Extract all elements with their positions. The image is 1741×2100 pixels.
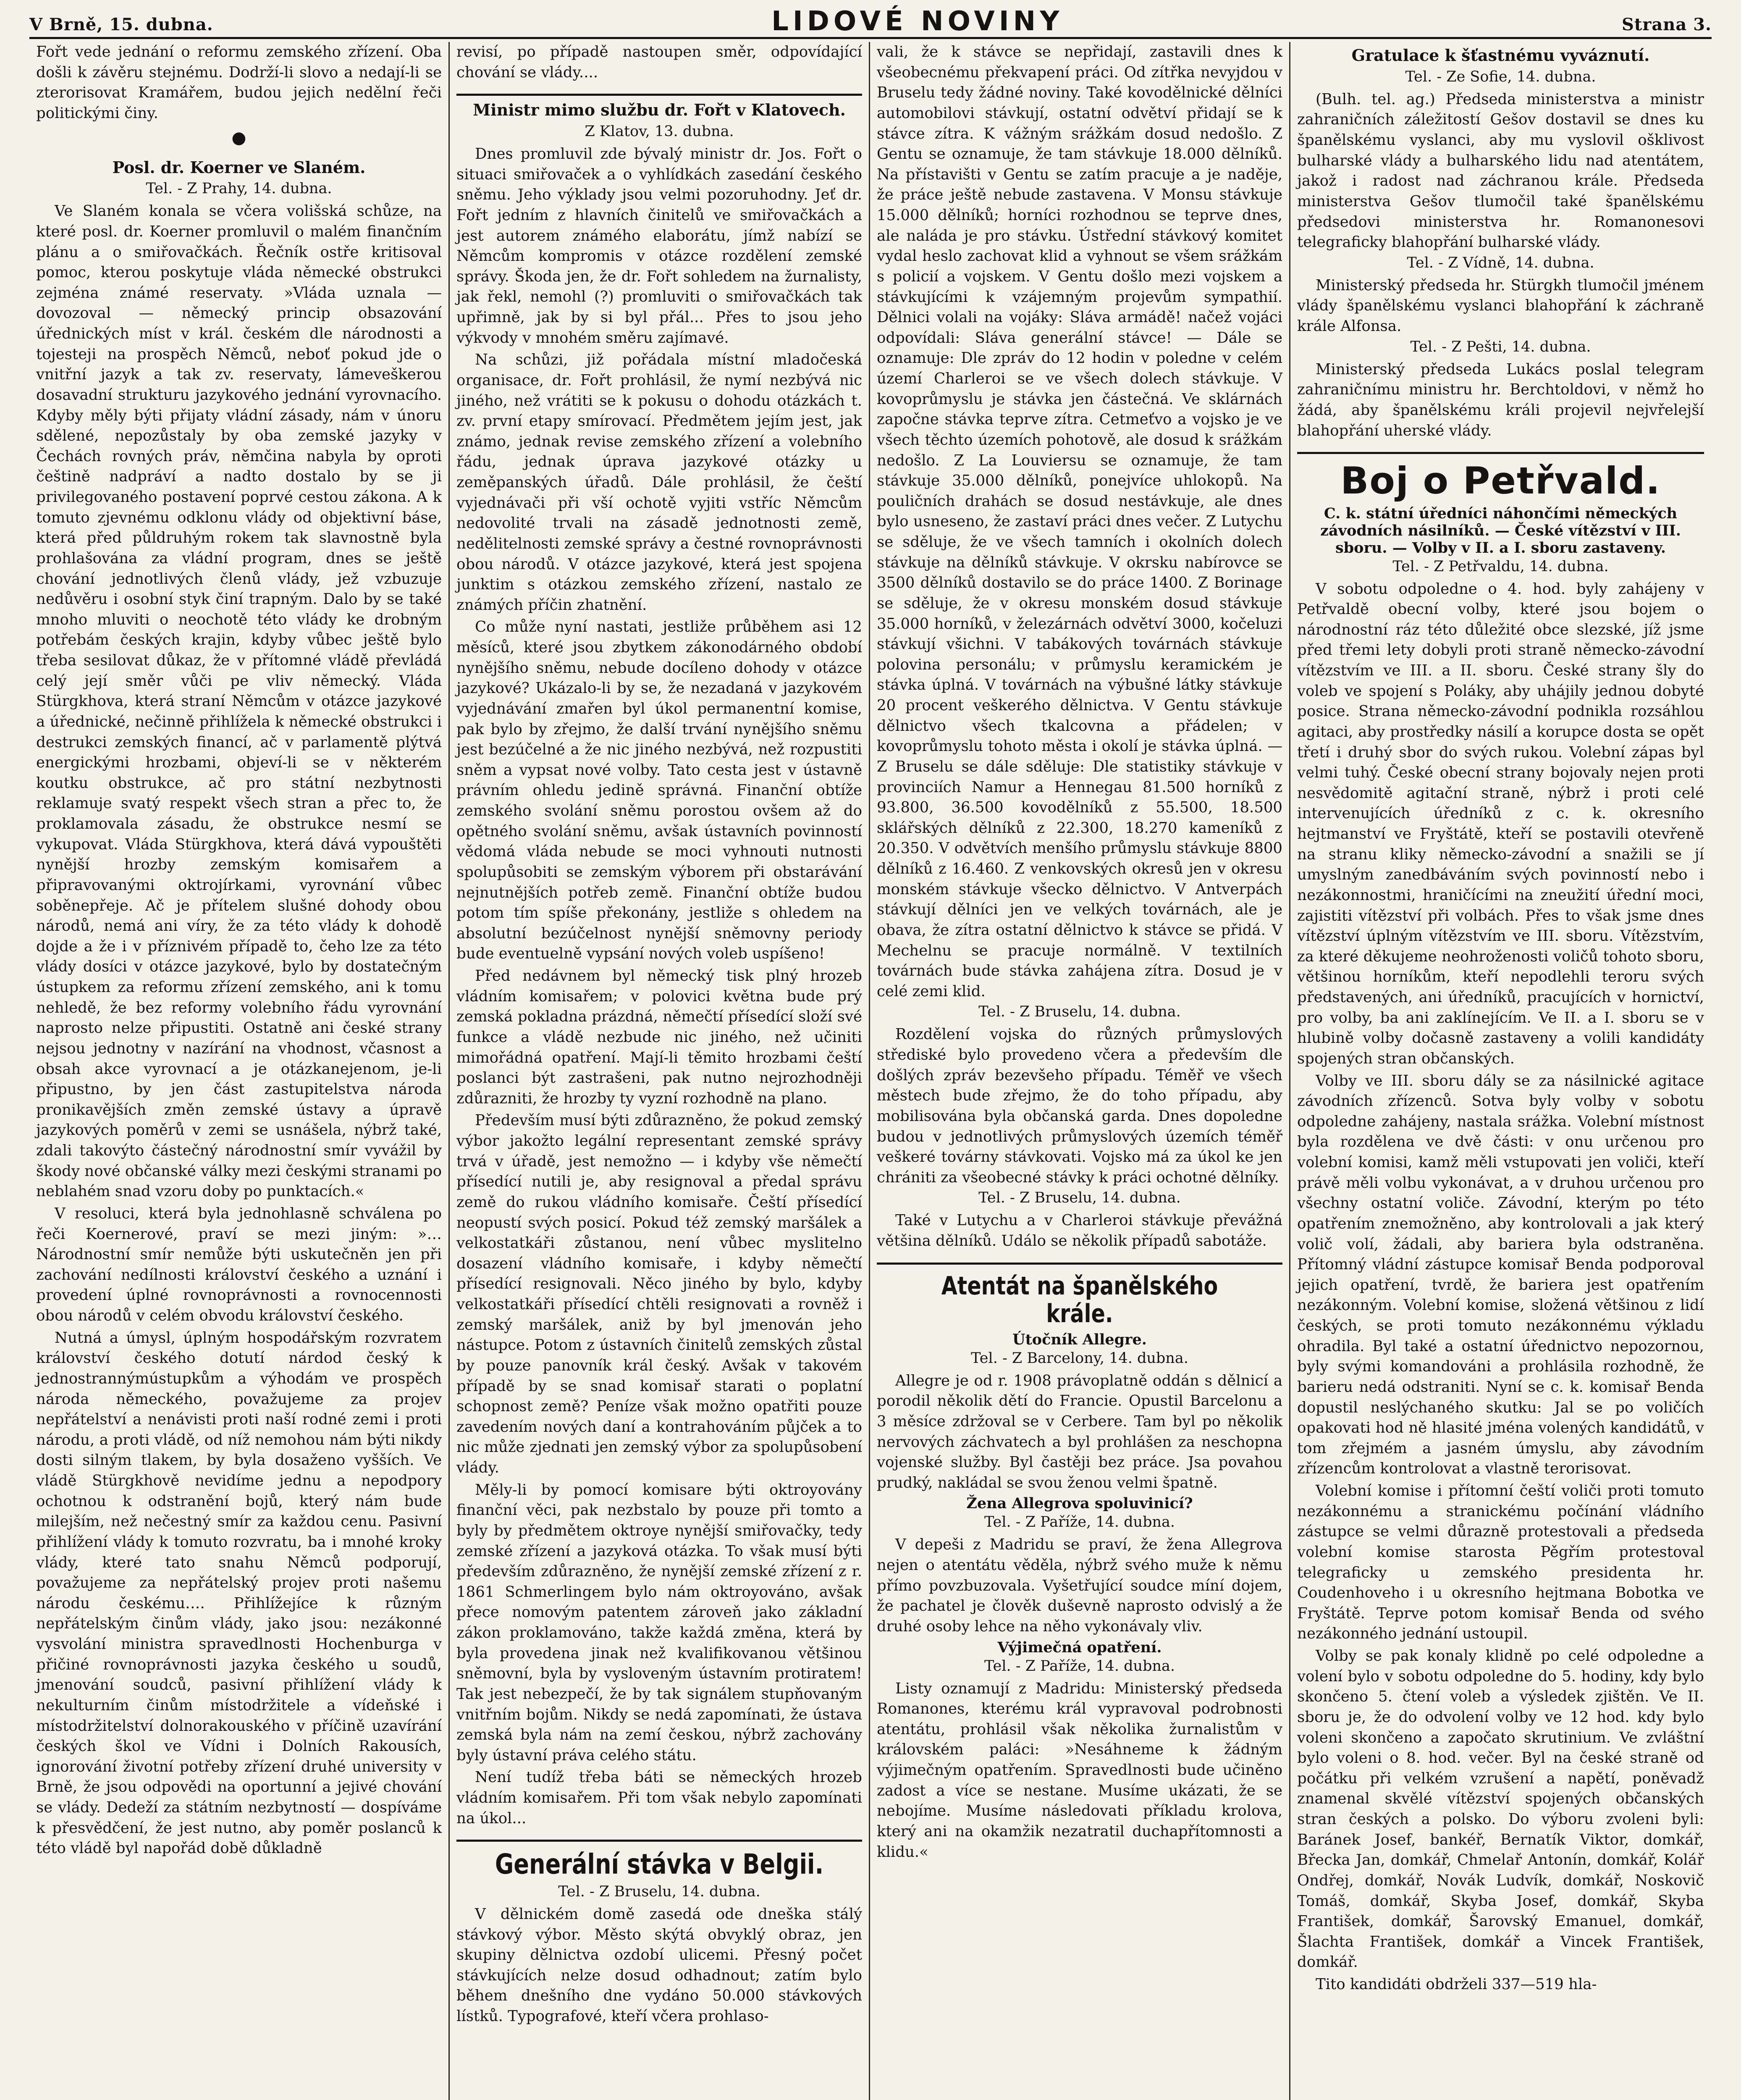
- article-headline: Atentát na španělského krále.: [941, 1271, 1218, 1328]
- article-dateline: Z Klatov, 13. dubna.: [585, 123, 734, 140]
- article-dateline: Tel. - Z Bruselu, 14. dubna.: [978, 1003, 1181, 1021]
- article-text: revisí, po případě nastoupen směr, odpovídající chování se vlády....: [456, 43, 862, 81]
- article-paragraph: vali, že k stávce se nepřidají, zastavili dnes k všeobecnému překvapení práci. Od zítřka nevyjdou v Bruselu tedy žádné noviny. Také kovodělnické dělníci automobilovi stávkují, ostatní odvětví přidají se k stávce zítra. K vážným srážkám dosud nedošlo. Z Gentu se oznamuje, že tam stávkuje 18.000 dělníků. Na přístavišti v Gentu se zatím pracuje a je naděje, že práce ještě nebude zastavena. V Monsu stávkuje 15.000 dělníků; horníci rozhodnou se teprve dnes, ale naláda je pro stávku. Ústřední stávkový komitet vydal heslo zachovat klid a vyhnout se všem srážkám s policií a vojskem. V Gentu došlo mezi vojskem a stávkujícími k vzájemným projevům sympathií. Dělnici volali na vojáky: Sláva armádě! načež vojáci odpovídali: Sláva generální stávce! — Dále se oznamuje: Dle zpráv do 12 hodin v poledne v celém území Charleroi se ve všech dolech stávkuje. V kovoprůmyslu je stávka jen částečná. Ve sklárnách započne stávka teprve zítra. Cetmeťvo a vojsko je ve všech těchto územích pohotově, ale dosud k srážkám nedošlo. Z La Louviersu se oznamuje, že tam stávkuje 35.000 dělníků, ponejvíce uhlokopů. Na pouličních drahách se dosud nestávkuje, ale dnes bylo usneseno, že zastaví práci dnes večer. Z Lutychu se sděluje, že ve všech tamních i okolních dolech stávkuje na dělníků stávkuje. V okrsku nabírovce se 3500 dělníků dostavilo se do práce 1400. Z Borinage se sděluje, že v okresu monském dosud stávkuje 35.000 horníků, v železárnách odvětví 3000, kočeluzi stávkují všichni. V tabákových továrnách stávkuje polovina personálu; v průmyslu keramickém je stávka úplná. V továrnách na výbušné látky stávkuje 20 procent veškerého dělnictva. V Gentu stávkuje dělnictvo všech tkalcovna a přádelen; v kovoprůmyslu tohoto města i okolí je stávka úplná. — Z Bruselu se dále sděluje: Dle statistiky stávkuje v provinciích Namur a Hennegau 81.500 horníků z 93.800, 36.500 kovodělníků z 55.500, 18.500 sklářských dělníků z 22.300, 18.270 kameníků z 20.350. V odvětvích menšího průmyslu stávkuje 8800 dělníků z 16.460. Z venkovských okresů jen v okresu monském stávkuje všecko dělnictvo. V Antverpách stávkují dělníci jen ve velkých továrnách, ale je obava, že zítra ostatní dělnictvo k stávce se přidá. V Mechelnu se pracuje normálně. V textilních továrnách bude stávka zahájena zítra. Dosud je v celé zemi klid.: [877, 43, 1282, 1000]
- newspaper-title: LIDOVÉ NOVINY: [771, 6, 1064, 37]
- article-paragraph: Allegre je od r. 1908 právoplatně oddán s dělnicí a porodil několik dětí do Francie. Opustil Barcelonu a 3 měsíce zdržoval se v Cerbere. Tam byl po několik nervových záchvatech a byl prohlášen za neschopna vojenské služby. Byl častěji bez práce. Jsa povahou prudký, nakládal se svou ženou velmi špatně.: [877, 1372, 1282, 1491]
- column-3: [870, 42, 1290, 2100]
- article-text: Fořt vede jednání o reformu zemského zřízení. Oba došli k závěru stejnému. Dodrží-li slovo a nedají-li se zterorisovat Kramářem, budou jejich nedělní řeči politickými činy.: [36, 43, 442, 122]
- column-1: [29, 42, 450, 2100]
- article-dateline: Tel. - Z Bruselu, 14. dubna.: [978, 1189, 1181, 1207]
- article-belgium-strike-continued: [877, 42, 1282, 1252]
- article-subheadline: C. k. státní úředníci náhončími německých závodních násilníků. — České vítězství v III. sboru. — Volby v II. a I. sboru zastaveny.: [1320, 504, 1681, 556]
- divider: [877, 1263, 1282, 1265]
- article-dateline: Tel. - Z Paříže, 14. dubna.: [984, 1514, 1175, 1531]
- article-paragraph: Ministerský předseda hr. Stürgkh tlumočil jménem vlády španělskému vyslanci blahopřání k záchraně krále Alfonsa.: [1297, 276, 1704, 335]
- article-dateline: Tel. - Z Bruselu, 14. dubna.: [558, 1883, 760, 1900]
- article-fort-klatovy: [456, 101, 862, 1829]
- article-headline: Boj o Petřvald.: [1340, 459, 1661, 503]
- article-paragraph: Volby se pak konaly klidně po celé odpoledne a volení bylo v sobotu odpoledne do 5. hodiny, kdy bylo skončeno 5. čtení voleb a výsledek zjištěn. Ve II. sboru je, že do odvolení volby ve 12 hod. kdy bylo voleni skončeno a započato skrutinium. Ve zvláštní bylo voleni o 8. hod. večer. Byl na české straně od počátku při velkém vzrušení a napětí, poněvadž znamenal skvělé vítězství spojených občanských stran českých a polsko. Do výboru zvoleni byli: Baránek Josef, bankéř, Bernatík Viktor, domkář, Břecka Jan, domkář, Chmelař Antonín, domkář, Kolář Ondřej, domkář, Novák Ludvík, domkář, Noskovič Tomáš, domkář, Skyba Josef, domkář, Skyba František, domkář, Šarovský Emanuel, domkář, Šlachta František, domkář a Vincek František, domkář.: [1297, 1647, 1704, 1971]
- article-paragraph: Před nedávnem byl německý tisk plný hrozeb vládním komisařem; v polovici května bude prý zemská pokladna prázdná, němečtí přísedící složí své funkce a vládě nezbude nic jiného, než učiniti mimořádná opatření. Mají-li těmito hrozbami čeští poslanci být zastrašeni, pak nutno nejrozhodněji zdůrazniti, že hrozby ty vyzní rozhodně na plano.: [456, 967, 862, 1107]
- article-paragraph: V dělnickém domě zasedá ode dneška stálý stávkový výbor. Město skýtá obvyklý obraz, jen skupiny dělnictva ozdobí ulicemi. Přesný počet stávkujících nelze dosud odhadnout; zatím bylo během dnešního dne vydáno 50.000 stávkových lístků. Typografové, kteří včera prohlaso-: [456, 1905, 862, 2025]
- article-dateline: Tel. - Z Pešti, 14. dubna.: [1410, 338, 1591, 355]
- article-paragraph: Listy oznamují z Madridu: Ministerský předseda Romanones, kterému král vypravoval podrobnosti atentátu, prohlásil však několika žurnalistům v královském paláci: »Nesáhneme k žádným výjimečným opatřením. Spravedlnosti bude učiněno zadost a více se nestane. Musíme ukázati, že se nebojíme. Musíme následovati příkladu krolova, který ani na okamžik nezatratil duchapřítomnosti a klidu.«: [877, 1680, 1282, 1861]
- article-paragraph: Ve Slaném konala se včera volišská schůze, na které posl. dr. Koerner promluvil o malém finančním plánu a o smiřovačkách. Řečník ostře kritisoval pomoc, kterou poskytuje vláda německé obstrukci zejména známé reservaty. »Vláda uznala — dovozoval — německý princip obsazování úřednických míst v král. českém dle národnosti a tojesteji na prospěch Němců, neboť pokud jde o vnitřní jazyk a tak zv. reservaty, lámeveškerou dosavadní strukturu jazykového jednání vyrovnacího. Kdyby měly býti přijaty vládní zásady, nám v únoru sdělené, nepozůstaly by oba zemské jazyky v Čechách rovných práv, němčina nabyla by oproti češtině nadpráví a nadto dostalo by se ji privilegovaného postavení poprvé cestou zákona. A k tomuto zjevnému odklonu vlády od objektivní báse, která před půldruhým rokem tak slavnostně byla prohlašována za vládní program, dnes se ještě chování jednotlivých členů vlády, jež vzbuzuje nedůvěru i osobní styk činí trapným. Dalo by se také mnoho mluviti o neochotě této vlády ke drobným potřebám českých krajin, kdyby vůbec ještě bylo třeba sesilovat důkaz, že v přítomné vládě převládá celý její směr vůči pe vliv německý. Vláda Stürgkhova, která straní Němcům v otázce jazykové a úřednické, nečinně přihlížela k německé obstrukci i destrukci zemských financí, ač v parlamentě plýtvá energickými hrozbami, objeví-li se v některém koutku obstrukce, ač pro státní nezbytnosti reklamuje svatý respekt všech stran a přec to, že proklamovala zásadu, že obstrukce nesmí se vykupovat. Vláda Stürgkhova, která dává vypouštěti nynější hrozby zemským komisařem a připravovanými oktrojírkami, vyrovnání vůbec soběnepřeje. Ač je přítelem slušné dohody obou národů, nemá ani víry, že za této vlády k dohodě dojde a že i v příznivém případě to, čeho lze za této vlády dosíci v otázce jazykové, bylo by dostatečným ústupkem za reformu zřízení zemského, ani k tomu nehledě, že bez reformy volebního řádu vyrovnání naprosto nelze připustiti. Ostatně ani české strany nejsou jednotny v nazírání na vhodnost, včasnost a obsah akce vyrovnací a je otázkanejenom, je-li připustno, by jen část zastupitelstva národa pronikavějších změn zemské ústavy a úpravě jazykových poměrů v zemi se usnášela, nýbrž také, zdali takovýto částečný národnostní smír vyvážil by škody nové občanské války mezi českými stranami po neblahém snad vzoru doby po punktacích.«: [36, 202, 442, 1200]
- column-4: [1290, 42, 1711, 2100]
- article-dateline: Tel. - Z Paříže, 14. dubna.: [984, 1657, 1175, 1675]
- article-paragraph: Na schůzi, již pořádala místní mladočeská organisace, dr. Fořt prohlásil, že nymí nezbývá nic jiného, než vrátiti se k pokusu o dohodu otázkách t. zv. první etapy smírovací. Předmětem jejím jest, jak známo, jednak revise zemského zřízení a volebního řádu, jednak úprava jazykové otázky u zeměpanských úřadů. Dále prohlásil, že čeští vyjednávači při vší ochotě vyjiti vstříc Němcům nedovolité trvali na zásadě jednotnosti země, nedělitelnosti zemské správy a čestné rovnoprávnosti obou národů. V otázce jazykové, která jest spojena junktim s otázkou zemského zřízení, nastalo ze známých příčin zhatnění.: [456, 351, 862, 614]
- article-headline: Posl. dr. Koerner ve Slaném.: [112, 158, 366, 177]
- article-paragraph: Není tudíž třeba báti se německých hrozeb vládním komisařem. Při tom však nebylo zapomínati na úkol...: [456, 1769, 862, 1827]
- article-headline: Generální stávka v Belgii.: [495, 1848, 824, 1881]
- article-paragraph: V resoluci, která byla jednohlasně schválena po řeči Koernerové, praví se mezi jiným: »… Národnostní smír nemůže býti uskutečněn jen při zachování nedílnosti království českého a uznání i provedení úplné rovnoprávnosti a rovnocennosti obou národů v celém obvodu království českého.: [36, 1205, 442, 1325]
- article-paragraph: Volební komise i přítomní čeští voliči proti tomuto nezákonnému a stranickému počínání vládního zástupce se velmi důrazně protestovali a předseda volební komise starosta Pěgřím protestoval telegraficky u zemského presidenta hr. Coudenhoveho i u okresního hejtmana Bobotka ve Fryštátě. Teprve potom komisař Benda od svého nezákonného jednání ustoupil.: [1297, 1482, 1704, 1643]
- article-koerner: [36, 158, 442, 1859]
- article-headline: Ministr mimo službu dr. Fořt v Klatovech.: [473, 100, 846, 120]
- article-subheadline: Žena Allegrova spoluvinicí?: [966, 1495, 1193, 1512]
- article-paragraph: Co může nyní nastati, jestliže průběhem asi 12 měsíců, které jsou zbytkem zákonodárného období nynějšího sněmu, nebude docíleno dohody v otázce jazykové? Ukázalo-li by se, že nezadaná v jazykovém vyjednávání zmařen byl úkol permanentní komise, pak bylo by zřejmo, že další trvání nynějšího sněmu jest bezúčelné a že nic jiného nezbývá, než rozpustiti sněm a vypsat nové volby. Tato cesta jest v ústavně právním ohledu jedině správná. Finanční obtíže zemského svolání sněmu porostou ovšem až do opětného svolání sněmu, avšak ústavních povinností vědomá vláda nebude se moci vyhnouti nutnosti spolupůsobiti se zemským výborem při obstarávání nejnutnějších potřeb země. Finanční obtíže budou potom tím spíše překonány, jestliže s ohledem na absolutní bezúčelnost nynější sněmovny periody bude eventuelně vypsání nových voleb uspíšeno!: [456, 618, 862, 963]
- columns: [29, 42, 1712, 2100]
- article-paragraph: Dnes promluvil zde bývalý ministr dr. Jos. Fořt o situaci smiřovaček a o vyhlídkách zasedání českého sněmu. Jeho výklady jsou velmi pozoruhodny. Jeť dr. Fořt jedním z hlavních činitelů ve smiřovačkách a jest autorem známého elaborátu, jímž nabízí se Němcům kompromis v otázce rozdělení zemské správy. Škoda jen, že dr. Fořt sohledem na žurnalisty, jak řekl, nemohl (?) promluviti o smiřovačkách tak upřimně, jak by si byl přál... Přes to jsou jeho výkvody v mnohém směru zajímavé.: [456, 145, 862, 346]
- article-reform-continued: [36, 42, 442, 147]
- article-spanish-king: [877, 1272, 1282, 1863]
- article-headline: Gratulace k šťastnému vyváznutí.: [1351, 46, 1650, 65]
- article-dateline: Tel. - Z Petřvaldu, 14. dubna.: [1392, 558, 1609, 575]
- article-paragraph: Rozdělení vojska do různých průmyslových střediské bylo provedeno včera a především dle došlých zpráv bezevšeho případu. Téměř ve všech městech bude zřejmo, že do toho případu, aby mobilisována byla občanská garda. Dnes dopoledne budou v jednotlivých průmyslových územích téměř veškeré továrny stávkovati. Vojsko má za úkol ke jen chrániti za všeobecné stávky k práci ochotné dělníky.: [877, 1026, 1282, 1186]
- article-dateline: Tel. - Ze Sofie, 14. dubna.: [1405, 68, 1596, 85]
- article-paragraph: Především musí býti zdůrazněno, že pokud zemský výbor jakožto legální representant zemské správy trvá v úřadě, jest nemožno — i kdyby vše němečtí přísedící nutili je, aby resignoval a předal správu země do rukou vládního komisaře. Čeští přísedící neopustí svých posicí. Pokud též zemský maršálek a velkostatkáři zůstanou, není vůbec myslitelno dosazení vládního komisaře, i kdyby němečtí přísedící resignovali. Něco jiného by bylo, kdyby velkostatkáři přísedící chtěli resignovati a rovněž i zemský maršálek, aniž by byl jmenován jeho nástupce. Potom z ústavních činitelů zemských zůstal by pouze panovník král český. Avšak v takovém případě by se snad komisař starati o poplatní schopnost země? Peníze však možno opatřiti pouze zavedením nových daní a kontrahováním půjček a to nic může zjednati jen zemský výbor za spolupůsobení vlády.: [456, 1112, 862, 1477]
- divider: [456, 94, 862, 96]
- article-dateline: Tel. - Z Vídně, 14. dubna.: [1407, 254, 1594, 271]
- article-paragraph: V depeši z Madridu se praví, že žena Allegrova nejen o atentátu věděla, nýbrž svého muže k němu přímo povzbuzovala. Vyšetřující soudce míní dojem, že pachatel je člověk duševně naprosto odvislý a že druhé osoby lehce na něho vykonávaly vliv.: [877, 1536, 1282, 1635]
- article-dateline: Tel. - Z Prahy, 14. dubna.: [146, 180, 332, 197]
- divider: [456, 1840, 862, 1842]
- divider: [1297, 452, 1704, 454]
- article-belgium-strike: [456, 1849, 862, 2026]
- masthead: [29, 6, 1712, 39]
- issue-date: V Brně, 15. dubna.: [29, 15, 213, 34]
- article-dateline: Tel. - Z Barcelony, 14. dubna.: [971, 1349, 1188, 1367]
- article-subheadline: Výjimečná opatření.: [997, 1638, 1162, 1656]
- separator-bullet: ●: [231, 128, 246, 147]
- article-subheadline: Útočník Allegre.: [1012, 1331, 1147, 1348]
- article-paragraph: (Bulh. tel. ag.) Předseda ministerstva a ministr zahraničních záležitostí Gešov dostavil se dnes ku španělskému vyslanci, aby mu vyslovil ošklivost bulharské vlády a bulharského lidu nad atentátem, jakož i radost nad záchranou krále. Předseda ministerstva Gešov tlumočil také španělskému předsedovi ministerstva hr. Romanonesovi telegraficky blahopřání bulharské vlády.: [1297, 90, 1704, 251]
- article-paragraph: Ministerský předseda Lukács poslal telegram zahraničnímu ministru hr. Berchtoldovi, v němž ho žádá, aby španělskému králi projevil nejvřelejší blahopřání uherské vlády.: [1297, 360, 1704, 439]
- article-resolution-continued: [456, 42, 862, 83]
- article-paragraph: V sobotu odpoledne o 4. hod. byly zahájeny v Petřvaldě obecní volby, které jsou bojem o národnostní ráz této důležité obce slezské, jíž jsme před třemi lety dobyli proti straně německo-závodní vítězstvím ve III. a II. sboru. České strany šly do voleb ve spojení s Poláky, aby uhájily jednou dobyté posice. Strana německo-závodní podnikla rozsáhlou agitaci, aby prostředky násilí a korupce dosta se opět třetí i druhý sbor do svých rukou. Volební zápas byl velmi tuhý. České obecní strany bojovaly nejen proti nesvědomitě agitační straně, nýbrž i proti celé intervenujících úředníků z c. k. okresního hejtmanství ve Fryštátě, kteří se postavili otevřeně na stranu kliky německo-závodní a snažili se jí umyslným zanedbáváním svých povinností nebo i nezákonnostmi, hraničícími na zneužití úřední moci, zajistiti vítězství při volbách. Přes to však jsme dnes vítězství úplným vítězstvím ve III. sboru. Vítězstvím, za které děkujeme neohroženosti voličů tohoto sboru, většinou horníkům, kteří nepodlehli teroru svých představených, ani úředníků, pracujících v hornictví, pro volby, ba ani zaklínejícím. Ve II. a I. sboru se v hlubině volby dočasně zastaveny a volili kandidáty spojených stran občanských.: [1297, 580, 1704, 1067]
- column-2: [450, 42, 870, 2100]
- article-paragraph: Měly-li by pomocí komisare býti oktroyovány finanční věci, pak nezbstalo by pouze při tomto a byly by předmětem oktroye nynější smiřovačky, tedy zemské zřízení a jazyková otázka. To však musí býti především zdůrazněno, že nynější zemské zřízení z r. 1861 Schmerlingem bylo nám oktroyováno, avšak přece nomovým patentem zároveň jako základní zákon proklamováno, takže každá změna, která by byla provedena jinak než kvalifikovanou většinou sněmovní, byla by vysloveným ústavním protiratem! Tak jest nebezpečí, že by tak signálem stupňovaným vnitřním bojům. Nikdy se nedá zapomínati, že ústava zemská byla nám na zemí českou, nýbrž zachovány byly ústavní práva celého státu.: [456, 1481, 862, 1764]
- article-paragraph: Tito kandidáti obdrželi 337—519 hla-: [1316, 1976, 1597, 1993]
- page-number: Strana 3.: [1621, 15, 1712, 34]
- article-paragraph: Také v Lutychu a v Charleroi stávkuje převážná většina dělníků. Událo se několik případů sabotáže.: [877, 1212, 1282, 1250]
- article-congratulations: [1297, 46, 1704, 441]
- article-paragraph: Nutná a úmysl, úplným hospodářským rozvratem království českého dotutí nárdod český k jednostrannýmústupkům a výhodám ve prospěch národa německého, považujeme za projev nepřátelství a nenávisti proti naší rodné zemi i proti národu, a proti vládě, od níž nemohou nám býti nikdy dosti silným tlakem, by byla dosaženo vyšších. Ve vládě Stürgkhově nevidíme jednu a nepodpory ochotnou k odstranění bojů, který nám bude milejším, než nečestný smír za každou cenu. Pasivní přihlížení vlády k tomuto rozvratu, ba i mnohé kroky vlády, které tato snahu Němců podporují, považujeme za nepřátelský projev proti našemu národu českému…. Přihlížejíce k různým nepřátelským činům vlády, jako jsou: nezákonné vysvolání ministra spravedlnosti Hochenburga v přičiné rovnoprávnosti jazyka českého u soudů, jmenování soudců, pasivní přihlížení vlády k nekulturním činům místodržitele a vídeňské i místodržitelství dolnorakouského v příčině uzavírání českých škol ve Vídni i Dolních Rakousích, ignorování životní potřeby zřízení druhé university v Brně, že jsou odpovědi na oportunní a jejivé chování se vlády. Dedeží za státním nezbytností — dospíváme k přesvědčení, že jest nutno, aby poměr poslanců k této vládě byl napořád době důkladně: [36, 1329, 442, 1857]
- article-petrvald: [1297, 459, 1704, 1995]
- article-paragraph: Volby ve III. sboru dály se za násilnické agitace závodních zřízenců. Sotva byly volby v sobotu odpoledne zahájeny, nastala srážka. Volební místnost byla rozdělena ve dvě části: v onu určenou pro volební komisi, kamž měli vstupovati jen voliči, kteří právě měli volbu vykonávat, a v druhou určenou pro všechny ostatní voliče. Závodní, kterým po této opatřením znemožněno, aby kontrolovali a jak který volič volí, žádali, aby bariera byla odstraněna. Přítomný vládní zástupce komisař Benda podporoval jejich opatření, tvrdě, že bariera jest opatřením nezákonným. Volební komise, složená většinou z lidí českých, se proti tomuto nezákonnému výkladu ohradila. Byl také a ostatní úřednictvo nepozornou, byly svými komandováni a prohlásila rozhodně, že barieru nedá odstraniti. Nyní se c. k. komisař Benda dopustil neslýchaného skutku: Jal se po voličích opakovati hod ně hlasité jména volených kandidátů, v tom zřejmém a jasném úmyslu, aby závodním zřízencům kontrolovat a vlastně terorisovat.: [1297, 1072, 1704, 1478]
